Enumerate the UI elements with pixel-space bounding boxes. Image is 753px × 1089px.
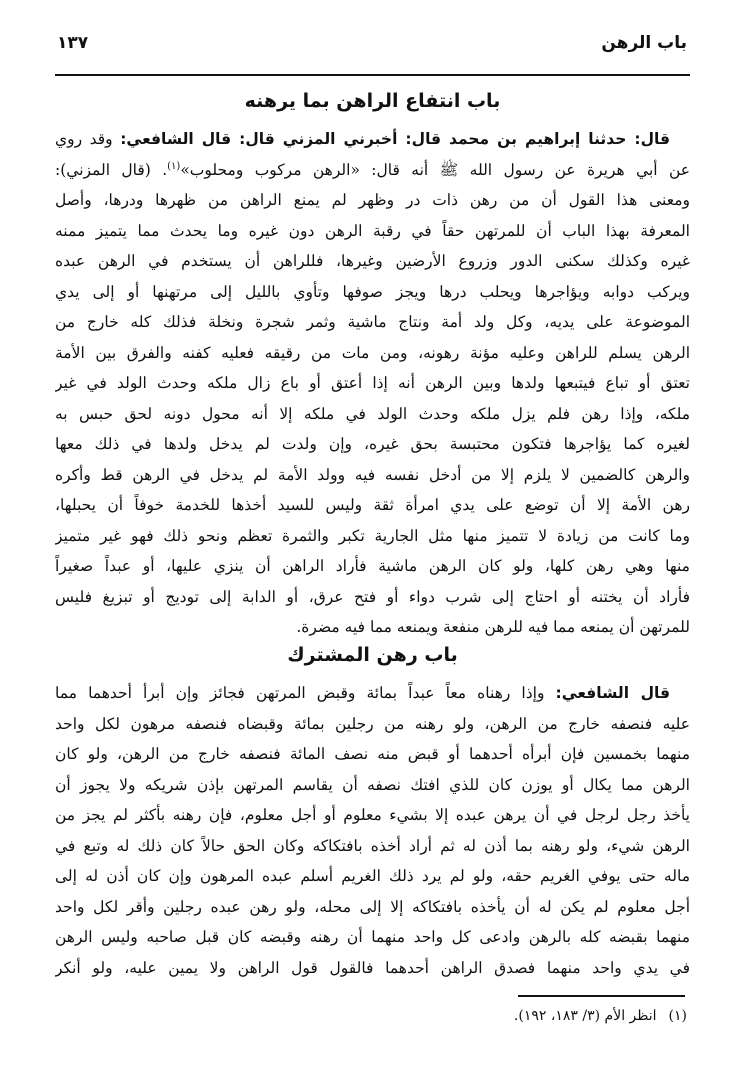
text-line: الرهن يسلم للراهن وعليه مؤنة رهونه، ومن مات من رقيقه فعليه كفنه والفرق بين الأمة — [55, 343, 690, 362]
text-line: أجل معلوم لم يكن له أن يأخذه بافتكاكه إلا إلى محله، ولو رهن عبده رجلين وأقر لكل واحد — [55, 897, 690, 916]
bold-lead: قال: حدثنا إبراهيم بن محمد قال: أخبرني المزني قال: قال الشافعي: — [120, 130, 670, 148]
section-title-2: باب رهن المشترك — [287, 644, 458, 666]
text-line: وما كانت من زيادة لا تتميز منها مثل الجارية تكبر والثمرة تعظم ونحو ذلك فهو غير متميز — [55, 526, 690, 545]
text-line: للمرتهن أن يمنعه مما فيه للرهن منفعة ويمنعه مما فيه مضرة. — [296, 618, 690, 636]
text-line: الرهن مما يكال أو يوزن كان للذي افتك نصفه أن يقاسم المرتهن بإذن شريكه ولا يجوز أن — [55, 775, 690, 794]
text-line: الرهن شيء، ولو رهنه بما أذن له ثم أراد أخذه بافتكاكه وكان الحق حالاً كان ذلك له وتبع في — [55, 836, 690, 855]
page-number: ١٣٧ — [57, 33, 89, 53]
text-line: رهن الأمة إلا أن توضع على يدي امرأة ثقة وليس للسيد أخذها للخدمة خوفاً أن يحبلها، — [55, 496, 690, 514]
text-line: الموضوعة على يديه، وكل ولد أمة ونتاج ماشية وثمر شجرة ونخلة فذلك كله خارج من — [55, 313, 690, 331]
text-line: ومعنى هذا القول أن من رهن ذات در وظهر لم يمنع الراهن من ظهرها ودرها، وأصل — [55, 191, 690, 209]
footnote-marker: (١) — [668, 1008, 687, 1024]
footnote-text: انظر الأم (٣/ ١٨٣، ١٩٢). — [513, 1008, 657, 1024]
text-line: يأخذ رجل لرجل في أن يرهن عبده إلا بشيء معلوم أو أجل معلوم، فإن رهنه بأكثر لم يجز من — [55, 806, 690, 824]
footnote-ref[interactable]: (١) — [167, 160, 181, 172]
text-line: لغيره كما يؤاجرها فتكون محتبسة بحق غيره، وإن ولدت لم يدخل ولدها في ذلك معها — [55, 435, 690, 453]
text-line: منهما بقبضه كله بالرهن وادعى كل واحد منهما أن رهنه وقبضه كان قبل صاحبه وليس الرهن — [55, 928, 690, 946]
text-line: منها وهي رهن كلها، ولو كان الرهن ماشية فأراد الراهن أن ينزي عليها، أو عبداً صغيراً — [55, 557, 690, 575]
bold-lead: قال الشافعي: — [555, 684, 670, 702]
footnote-rule — [518, 995, 685, 997]
text-line: منهما بخمسين فإن أبرأه أحدهما أو قبض منه نصف المائة فنصفه خارج من الرهن، ولو كان — [55, 745, 690, 763]
text-line: غيره وكذلك سكنى الدور وزروع الأرضين وغيرها، فللراهن أن يستخدم في الرهن عبده — [55, 252, 690, 270]
text-line: ويركب دوابه ويؤاجرها ويحلب درها ويجز صوفها وتأوي بالليل إلى مرتهنها أو إلى يدي — [55, 282, 690, 301]
text-line: في يدي واحد منهما فصدق الراهن أحدهما فالقول قول الراهن ولا يمين عليه، ولو أنكر — [55, 958, 690, 977]
text-line: ماله حتى يوفي الغريم حقه، ولو لم يرد ذلك الغريم أسلم عبده المرهون وإن كان أذن له إلى — [55, 867, 690, 885]
text-line: ملكه، وإذا رهن فلم يزل ملكه وحدث الولد في ملكه إلا أنه محول دونه لحق حبس به — [55, 404, 690, 423]
text-line: عليه فنصفه خارج من الرهن، ولو رهنه من رجلين بمائة وقبضاه فنصفه مرهون لكل واحد — [55, 714, 690, 733]
text-line: والرهن كالضمين لا يلزم إلا من أدخل نفسه فيه وولد الأمة لم يدخل في الرهن قط وأكره — [55, 465, 690, 484]
running-title: باب الرهن — [601, 33, 687, 53]
header-rule — [55, 74, 690, 76]
footnote — [514, 1008, 687, 1024]
text-line: قال الشافعي: وإذا رهناه معاً عبداً بمائة وقبض المرتهن فجائز وإن أبرأ أحدهما مما — [55, 684, 670, 702]
text-line: فأراد أن يختنه أو احتاج إلى شرب دواء أو فتح عرق، أو الدابة إلى توديج أو تبزيغ فليس — [55, 587, 690, 606]
text-line: قال: حدثنا إبراهيم بن محمد قال: أخبرني المزني قال: قال الشافعي: وقد روي — [55, 130, 670, 148]
section-title-1: باب انتفاع الراهن بما يرهنه — [244, 90, 501, 112]
text-line: المعرفة بهذا الباب أن للمرتهن حقاً في رقبة الرهن دون غيره وما يحدث مما يتميز ممنه — [55, 221, 690, 240]
text-line: عن أبي هريرة عن رسول الله ﷺ أنه قال: «الرهن مركوب ومحلوب»$^{(١)}$. (قال المزني): — [55, 160, 690, 179]
text-line: تعتق أو تباع فيتبعها ولدها وبين الرهن أنه إذا أعتق أو باع زال ملكه وحدث الولد في غير — [55, 374, 690, 392]
